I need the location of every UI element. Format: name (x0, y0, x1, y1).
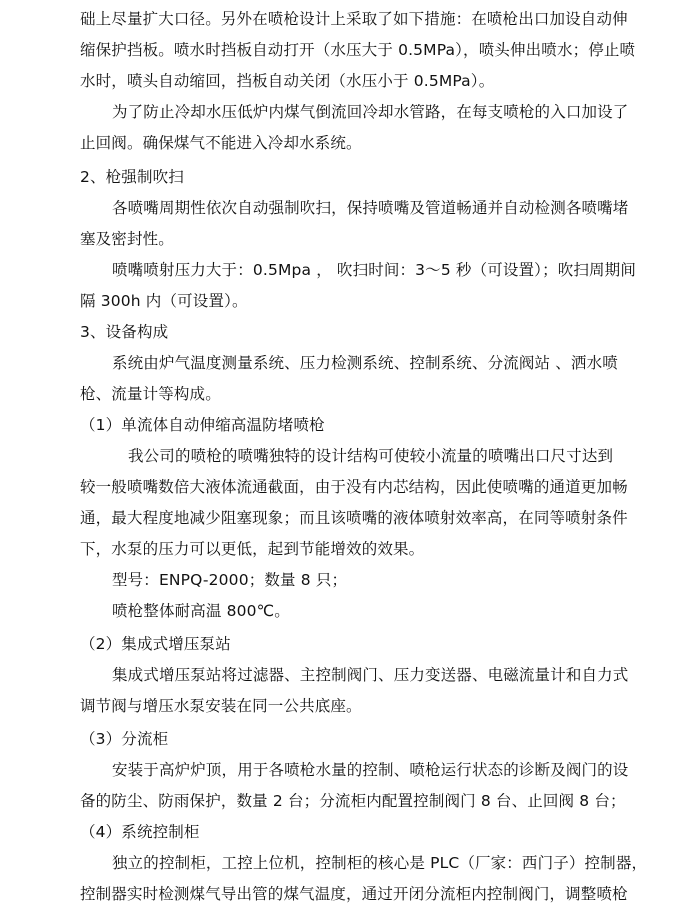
text-line: 我公司的喷枪的喷嘴独特的设计结构可使较小流量的喷嘴出口尺寸达到 (128, 447, 614, 465)
text-line: 调节阀与增压水泵安装在同一公共底座。 (80, 697, 362, 715)
subsection-heading: （3）分流柜 (80, 730, 169, 748)
text-line: 下，水泵的压力可以更低，起到节能增效的效果。 (80, 540, 425, 558)
text-line: 础上尽量扩大口径。另外在喷枪设计上采取了如下措施：在喷枪出口加设自动伸 (80, 10, 628, 28)
text-line: 备的防尘、防雨保护，数量 2 台；分流柜内配置控制阀门 8 台、止回阀 8 台； (80, 792, 626, 810)
subsection-heading: （1）单流体自动伸缩高温防堵喷枪 (80, 416, 325, 434)
text-line: 安装于高炉炉顶，用于各喷枪水量的控制、喷枪运行状态的诊断及阀门的设 (112, 761, 629, 779)
text-line: 独立的控制柜，工控上位机，控制柜的核心是 PLC（厂家：西门子）控制器， (112, 854, 648, 872)
text-line: 较一般喷嘴数倍大液体流通截面，由于没有内芯结构，因此使喷嘴的通道更加畅 (80, 478, 628, 496)
text-line: 塞及密封性。 (80, 230, 174, 248)
section-heading: 3、设备构成 (80, 323, 169, 341)
text-line: 系统由炉气温度测量系统、压力检测系统、控制系统、分流阀站 、洒水喷 (112, 354, 618, 372)
text-line: 缩保护挡板。喷水时挡板自动打开（水压大于 0.5MPa），喷头伸出喷水；停止喷 (80, 41, 636, 59)
text-line: 水时，喷头自动缩回，挡板自动关闭（水压小于 0.5MPa）。 (80, 72, 495, 90)
subsection-heading: （4）系统控制柜 (80, 823, 200, 841)
text-line: 通，最大程度地减少阻塞现象；而且该喷嘴的液体喷射效率高，在同等喷射条件 (80, 509, 628, 527)
text-line: 集成式增压泵站将过滤器、主控制阀门、压力变送器、电磁流量计和自力式 (112, 666, 629, 684)
text-line: 枪、流量计等构成。 (80, 385, 221, 403)
text-line: 为了防止冷却水压低炉内煤气倒流回冷却水管路，在每支喷枪的入口加设了 (112, 103, 629, 121)
text-line: 各喷嘴周期性依次自动强制吹扫，保持喷嘴及管道畅通并自动检测各喷嘴堵 (112, 199, 629, 217)
text-line: 控制器实时检测煤气导出管的煤气温度，通过开闭分流柜内控制阀门，调整喷枪 (80, 885, 628, 903)
section-heading: 2、枪强制吹扫 (80, 168, 184, 186)
text-line: 隔 300h 内（可设置）。 (80, 292, 248, 310)
text-line: 型号：ENPQ-2000；数量 8 只； (112, 571, 348, 589)
subsection-heading: （2）集成式增压泵站 (80, 635, 231, 653)
text-line: 喷嘴喷射压力大于：0.5Mpa ， 吹扫时间：3～5 秒（可设置）；吹扫周期间 (112, 261, 636, 279)
text-line: 止回阀。确保煤气不能进入冷却水系统。 (80, 134, 362, 152)
text-line: 喷枪整体耐高温 800℃。 (112, 602, 290, 620)
